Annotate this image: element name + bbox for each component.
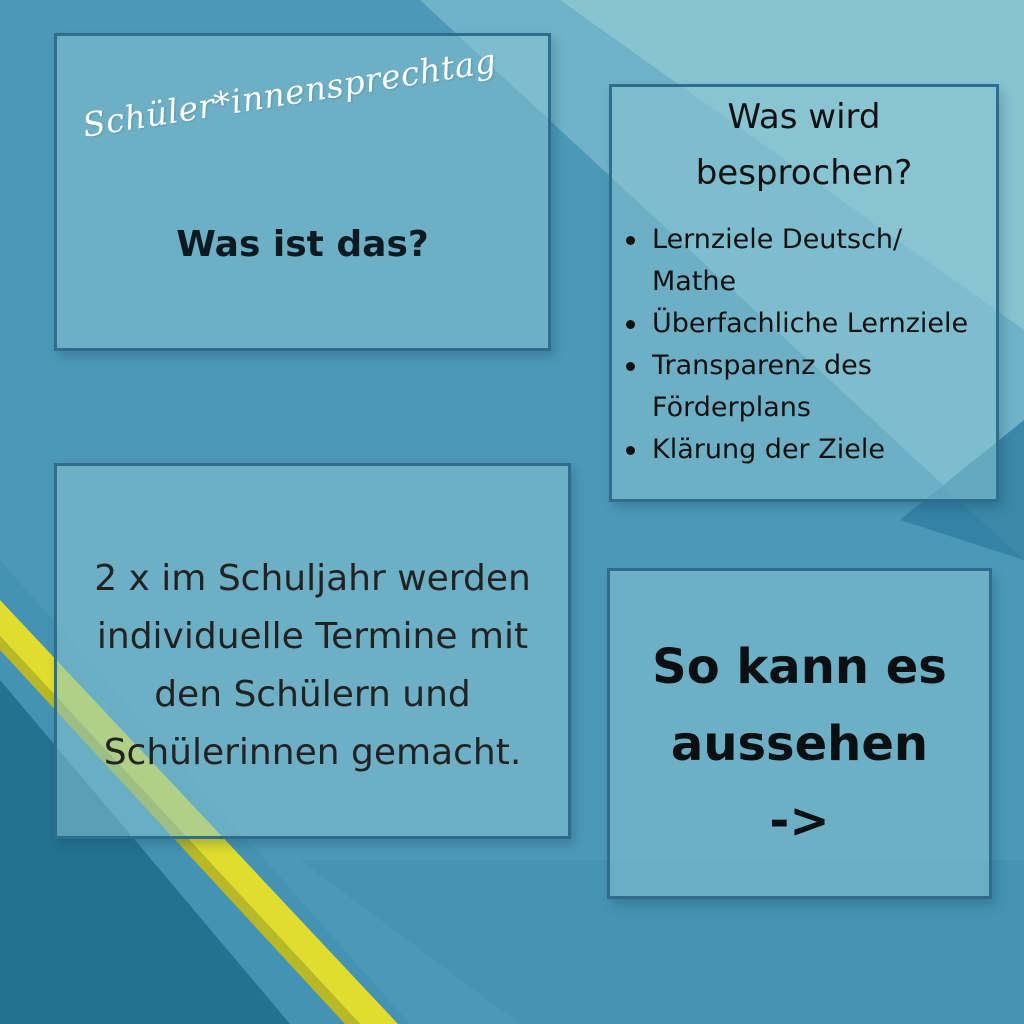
schedule-text xyxy=(65,550,560,782)
schedule-line3: den Schülern und xyxy=(154,674,471,715)
topics-heading-line2: besprochen? xyxy=(695,153,913,193)
list-item-line2: Mathe xyxy=(652,266,737,297)
list-item xyxy=(622,345,1007,429)
topics-list xyxy=(622,219,1007,471)
example-line1: So kann es xyxy=(652,639,947,695)
schedule-card xyxy=(54,463,571,839)
script-title: Schüler*innensprechtag xyxy=(79,40,499,145)
topics-card xyxy=(609,84,999,502)
list-item-line2: Förderplans xyxy=(652,392,811,423)
list-item xyxy=(622,219,1007,303)
list-item xyxy=(622,429,1007,471)
list-item xyxy=(622,303,1007,345)
example-line2: aussehen xyxy=(670,716,929,772)
example-text xyxy=(610,629,989,860)
arrow-icon: -> xyxy=(769,793,830,849)
list-item-line1: Klärung der Ziele xyxy=(652,434,885,465)
schedule-line4: Schülerinnen gemacht. xyxy=(103,732,522,773)
list-item-line1: Transparenz des xyxy=(652,350,872,381)
topics-heading-line1: Was wird xyxy=(727,97,881,137)
intro-question: Was ist das? xyxy=(176,224,429,265)
example-card xyxy=(607,568,992,899)
list-item-line1: Überfachliche Lernziele xyxy=(652,308,969,339)
topics-heading xyxy=(612,89,996,201)
list-item-line1: Lernziele Deutsch/ xyxy=(652,224,903,255)
schedule-line2: individuelle Termine mit xyxy=(96,616,529,657)
schedule-line1: 2 x im Schuljahr werden xyxy=(94,558,531,599)
intro-card xyxy=(54,33,551,351)
